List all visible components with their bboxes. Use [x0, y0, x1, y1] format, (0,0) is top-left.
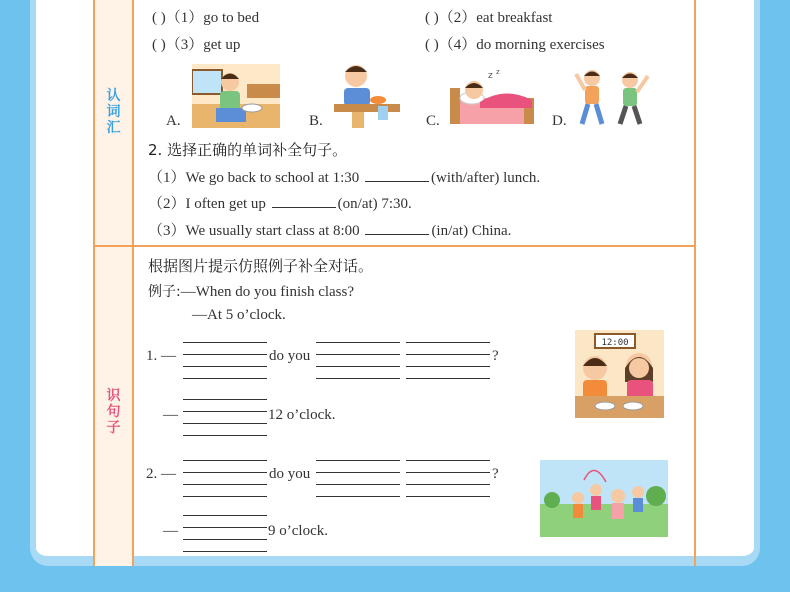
svg-text:z: z — [488, 71, 493, 81]
a2-line[interactable] — [183, 527, 267, 528]
a1-line[interactable] — [183, 435, 267, 436]
a1-dash: — — [163, 407, 178, 423]
q2-line[interactable] — [316, 472, 400, 473]
a2-line[interactable] — [183, 515, 267, 516]
a2-dash: — — [163, 523, 178, 539]
option-a-label: A. — [166, 113, 181, 129]
label-divider — [132, 0, 134, 566]
clock-display: 12:00 — [601, 338, 629, 348]
option-d-label: D. — [552, 113, 567, 129]
example-answer: —At 5 o’clock. — [192, 307, 286, 323]
dialog-title: 根据图片提示仿照例子补全对话。 — [148, 257, 374, 275]
example-question: 例子:—When do you finish class? — [148, 284, 355, 300]
q2-item-3: （3）We usually start class at 8:00 (in/at) China. — [148, 223, 512, 239]
a2-line[interactable] — [183, 539, 267, 540]
q1-do-you: do you — [269, 348, 311, 364]
q2-line[interactable] — [183, 496, 267, 497]
q1-question-mark: ? — [492, 348, 499, 364]
q2-do-you: do you — [269, 466, 311, 482]
q2-question-mark: ? — [492, 466, 499, 482]
option-b-label: B. — [309, 113, 323, 129]
q1-line[interactable] — [406, 366, 490, 367]
morning-exercises-illustration — [574, 66, 654, 128]
q2-blank-1[interactable] — [365, 181, 429, 182]
q1-line[interactable] — [316, 342, 400, 343]
q1-line[interactable] — [183, 342, 267, 343]
washing-up-illustration — [334, 60, 400, 128]
q2-line[interactable] — [406, 496, 490, 497]
dialog-q1-number: 1. — — [146, 348, 176, 364]
a2-line[interactable] — [183, 551, 267, 552]
a1-line[interactable] — [183, 423, 267, 424]
match-item-4: ( )（4）do morning exercises — [425, 37, 605, 53]
match-item-3: ( )（3）get up — [152, 37, 241, 53]
a2-text: 9 o’clock. — [268, 523, 328, 539]
q1-line[interactable] — [406, 378, 490, 379]
lunch-scene-illustration — [575, 330, 664, 418]
q2-line[interactable] — [316, 484, 400, 485]
q1-line[interactable] — [406, 354, 490, 355]
q2-line[interactable] — [406, 472, 490, 473]
q2-item-1: （1）We go back to school at 1:30 (with/after) lunch. — [148, 170, 541, 186]
dialog-q2-number: 2. — — [146, 466, 176, 482]
section-divider — [93, 245, 696, 247]
sleeping-illustration — [450, 68, 534, 128]
q1-line[interactable] — [183, 378, 267, 379]
match-item-1: ( )（1）go to bed — [152, 10, 260, 26]
q2-line[interactable] — [183, 472, 267, 473]
q2-line[interactable] — [406, 484, 490, 485]
a1-text: 12 o’clock. — [268, 407, 336, 423]
option-c-label: C. — [426, 113, 440, 129]
q1-line[interactable] — [316, 354, 400, 355]
q2-title: 2. 选择正确的单词补全句子。 — [148, 141, 348, 159]
q2-line[interactable] — [406, 460, 490, 461]
match-item-2: ( )（2）eat breakfast — [425, 10, 553, 26]
q1-line[interactable] — [316, 378, 400, 379]
q2-blank-3[interactable] — [365, 234, 429, 235]
a1-line[interactable] — [183, 399, 267, 400]
q1-line[interactable] — [183, 354, 267, 355]
q2-line[interactable] — [183, 460, 267, 461]
a1-line[interactable] — [183, 411, 267, 412]
q1-line[interactable] — [406, 342, 490, 343]
q2-blank-2[interactable] — [272, 207, 336, 208]
sentence-section-label: 识 句 子 — [106, 388, 121, 436]
q1-line[interactable] — [316, 366, 400, 367]
q2-line[interactable] — [316, 460, 400, 461]
q2-item-2: （2）I often get up (on/at) 7:30. — [148, 196, 412, 212]
svg-text:z: z — [496, 68, 500, 76]
playground-scene-illustration — [540, 460, 668, 537]
vocab-section-label: 认 词 汇 — [106, 88, 121, 136]
q2-line[interactable] — [316, 496, 400, 497]
q2-line[interactable] — [183, 484, 267, 485]
q1-line[interactable] — [183, 366, 267, 367]
eating-breakfast-illustration — [192, 64, 280, 128]
